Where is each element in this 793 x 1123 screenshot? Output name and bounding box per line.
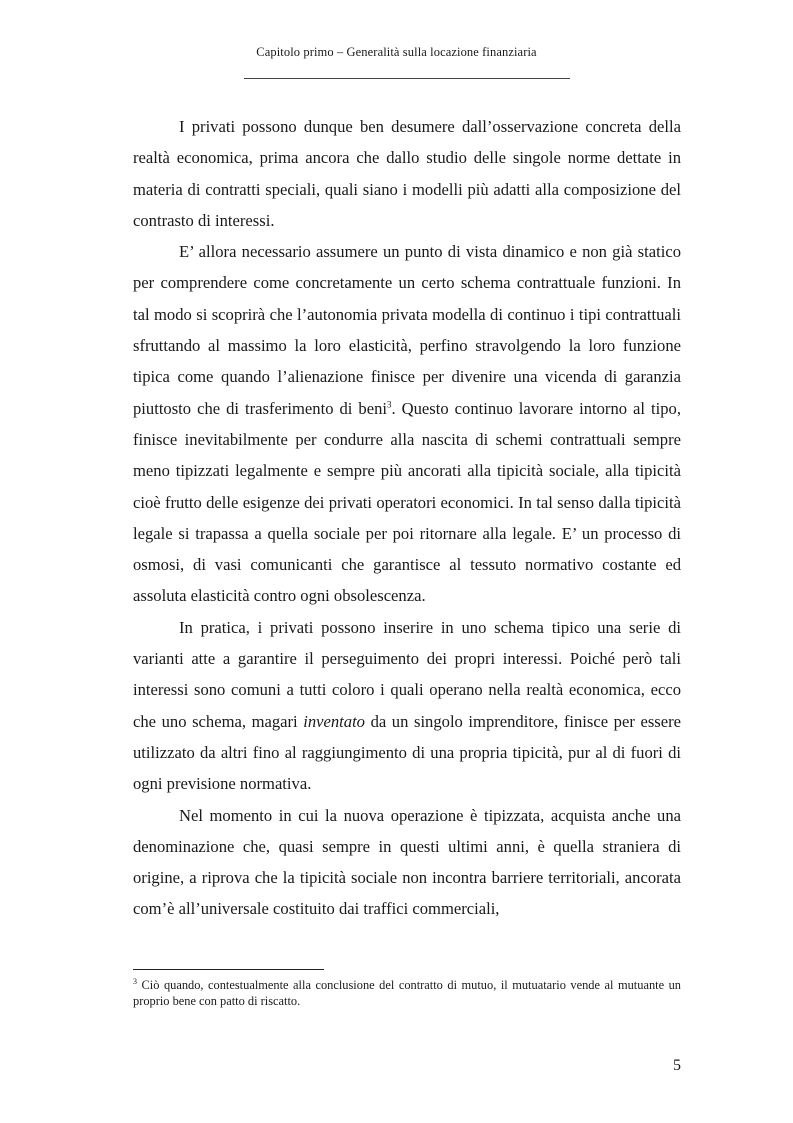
footnote — [133, 977, 681, 1009]
body-text — [133, 111, 681, 925]
paragraph-3-part-1: In pratica, i privati possono inserire in uno schema tipico una serie di varianti atte a garantire il perseguimento dei propri interessi. Poiché però tali interessi sono comuni a tutti coloro i quali operano nella realtà economica, ecco che uno schema, magari — [133, 617, 681, 731]
paragraph-2-part-2: . Questo continuo lavorare intorno al tipo, finisce inevitabilmente per condurre alla nascita di schemi contrattuali sempre meno tipizzati legalmente e sempre più ancorati alla tipicità sociale, alla tipicità cioè frutto delle esigenze dei privati operatori economici. In tal senso dalla tipicità legale si trapassa a quella sociale per poi ritornare alla legale. E’ un processo di osmosi, di vasi comunicanti che garantisce al tessuto normativo costante ed assoluta elasticità contro ogni obsolescenza. — [133, 398, 681, 606]
paragraph-1: I privati possono dunque ben desumere dall’osservazione concreta della realtà economica, prima ancora che dallo studio delle singole norme dettate in materia di contratti speciali, quali siano i modelli più adatti alla composizione del contrasto di interessi. — [133, 117, 681, 230]
footnote-reference: 3 — [387, 399, 392, 410]
footnote-text: Ciò quando, contestualmente alla conclusione del contratto di mutuo, il mutuatario vende al mutuante un proprio bene con patto di riscatto. — [133, 978, 681, 1008]
paragraph-2 — [133, 236, 681, 612]
paragraph-2-part-1: E’ allora necessario assumere un punto di vista dinamico e non già statico per comprendere come concretamente un certo schema contrattuale funzioni. In tal modo si scoprirà che l’autonomia privata modella di continuo i tipi contrattuali sfruttando al massimo la loro elasticità, perfino stravolgendo la loro funzione tipica come quando l’alienazione finisce per divenire una vicenda di garanzia piuttosto che di trasferimento di beni — [133, 242, 681, 418]
footnote-number: 3 — [133, 976, 137, 986]
paragraph-3-emphasis: inventato — [303, 711, 365, 731]
page-number: 5 — [673, 1057, 681, 1074]
paragraph-3 — [133, 612, 681, 800]
paragraph-4: Nel momento in cui la nuova operazione è tipizzata, acquista anche una denominazione che, quasi sempre in questi ultimi anni, è quella straniera di origine, a riprova che la tipicità sociale non incontra barriere territoriali, ancorata com’è all’universale costituito dai traffici commerciali, — [133, 805, 681, 919]
paragraph-3-part-2: da un singolo imprenditore, finisce per essere utilizzato da altri fino al raggiungimento di una propria tipicità, pur al di fuori di ogni previsione normativa. — [133, 711, 681, 794]
running-header: Capitolo primo – Generalità sulla locazione finanziaria — [256, 45, 537, 59]
footnote-rule — [133, 969, 324, 970]
header-rule — [244, 78, 570, 79]
